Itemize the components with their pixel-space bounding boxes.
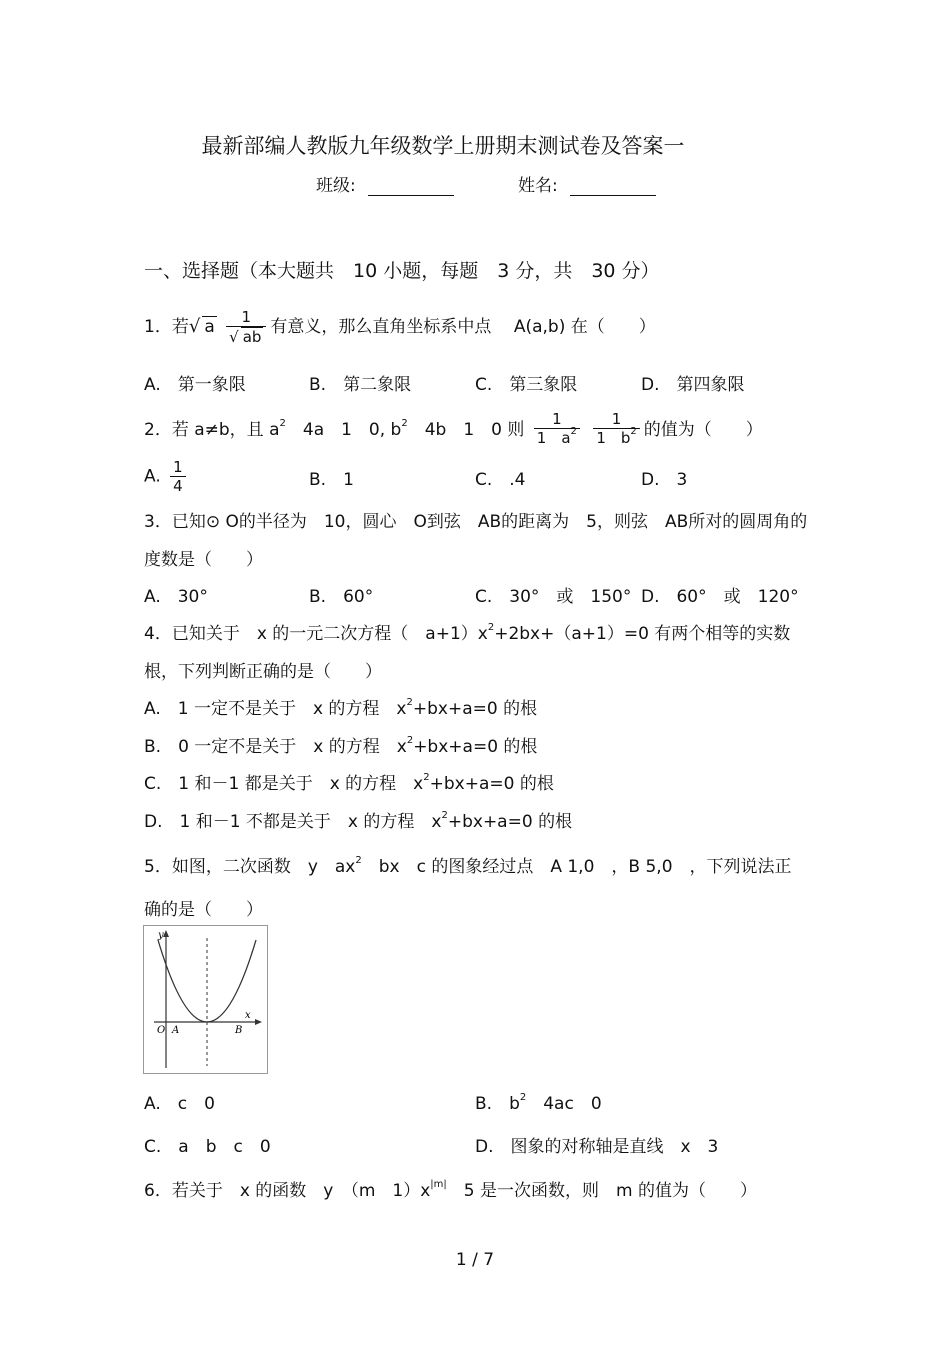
q4-option-b: B. 0 一定不是关于 x 的方程 $x^2+bx+a=0$ 的根 — [144, 735, 538, 757]
question-6: 6．若关于 x 的函数 y （m $1)x^{|m|}$ 5 是一次函数，则 m 的值为（ ） — [144, 1179, 757, 1201]
q4-line-1: 4．已知关于 x 的一元二次方程（ $a+1)x^2+2bx+(a+1)=0$ 有两个相等的实数 — [144, 622, 791, 644]
q1-number: 1．若 — [144, 317, 189, 337]
q2-option-a: A. $\frac{1}{4}$ — [144, 458, 190, 495]
q5-option-d: D. 图象的对称轴是直线 x 3 — [475, 1137, 719, 1157]
label-y: y — [158, 930, 164, 941]
q3-option-c: C. 30° 或 150° — [475, 587, 632, 607]
q4-line-2: 根，下列判断正确的是（ ） — [144, 662, 382, 682]
x-axis-arrow — [255, 1019, 262, 1025]
q5-option-a: A. c 0 — [144, 1094, 215, 1114]
q2-fraction-2: $\frac{1}{1 b^2}$ — [593, 410, 639, 450]
q1-sqrt-a: a — [204, 317, 215, 337]
label-b: B — [235, 1025, 243, 1036]
parabola-graph — [143, 925, 268, 1074]
q1-text: 有意义，那么直角坐标系中点 A(a,b) 在（ ） — [270, 317, 656, 337]
label-o: O — [157, 1025, 166, 1036]
name-blank — [570, 177, 656, 196]
q3-line-1: 3．已知⊙ O的半径为 10，圆心 O到弦 AB的距离为 5，则弦 AB所对的圆周角的 — [144, 512, 808, 532]
q5-line-1: 5．如图，二次函数 y $ax^2$ bx c 的图象经过点 A 1,0 ，B 5,0 ，下列说法正 — [144, 855, 792, 877]
y-axis-arrow — [163, 930, 169, 937]
q1-option-b: B. 第二象限 — [309, 375, 412, 395]
q4-option-a: A. 1 一定不是关于 x 的方程 $x^2+bx+a=0$ 的根 — [144, 697, 538, 719]
class-field — [316, 176, 454, 196]
question-1: 1．若√ a $\frac{1}{√ ab}$ 有意义，那么直角坐标系中点 A(a,b) 在（ ） — [144, 308, 656, 346]
q1-option-d: D. 第四象限 — [641, 375, 745, 395]
class-blank — [368, 177, 454, 196]
q1-fraction: $\frac{1}{√ ab}$ — [226, 308, 266, 346]
question-2: 2．若 a≠b，且 $a^2$ 4a 1 0, $b^2$ 4b 1 0 则 $\frac{1}{1 a^2}$ $\frac{1}{1 b^2}$ 的值为（ ） — [144, 410, 763, 450]
page-title: 最新部编人教版九年级数学上册期末测试卷及答案一 — [201, 134, 685, 158]
q4-option-c: C. 1 和－1 都是关于 x 的方程 $x^2+bx+a=0$ 的根 — [144, 772, 554, 794]
parabola-svg — [144, 926, 267, 1073]
section-heading: 一、选择题（本大题共 10 小题，每题 3 分，共 30 分） — [144, 260, 660, 282]
class-label: 班级: — [316, 176, 356, 196]
name-field — [518, 176, 656, 196]
q5-option-c: C. a b c 0 — [144, 1137, 271, 1157]
q3-line-2: 度数是（ ） — [144, 550, 263, 570]
q3-option-a: A. 30° — [144, 587, 208, 607]
q2-option-c: C. .4 — [475, 470, 526, 490]
q4-option-d: D. 1 和－1 不都是关于 x 的方程 $x^2+bx+a=0$ 的根 — [144, 810, 573, 832]
label-a: A — [172, 1025, 180, 1036]
q2-option-d: D. 3 — [641, 470, 688, 490]
q2-option-b: B. 1 — [309, 470, 354, 490]
q2-fraction-1: $\frac{1}{1 a^2}$ — [534, 410, 580, 450]
q3-option-d: D. 60° 或 120° — [641, 587, 799, 607]
q5-option-b: B. $b^2$ 4ac 0 — [475, 1092, 602, 1114]
label-x: x — [245, 1010, 251, 1021]
q1-option-c: C. 第三象限 — [475, 375, 578, 395]
q1-option-a: A. 第一象限 — [144, 375, 246, 395]
page-number: 1 / 7 — [455, 1250, 495, 1270]
name-label: 姓名: — [518, 176, 558, 196]
q5-line-2: 确的是（ ） — [144, 900, 263, 920]
q3-option-b: B. 60° — [309, 587, 374, 607]
